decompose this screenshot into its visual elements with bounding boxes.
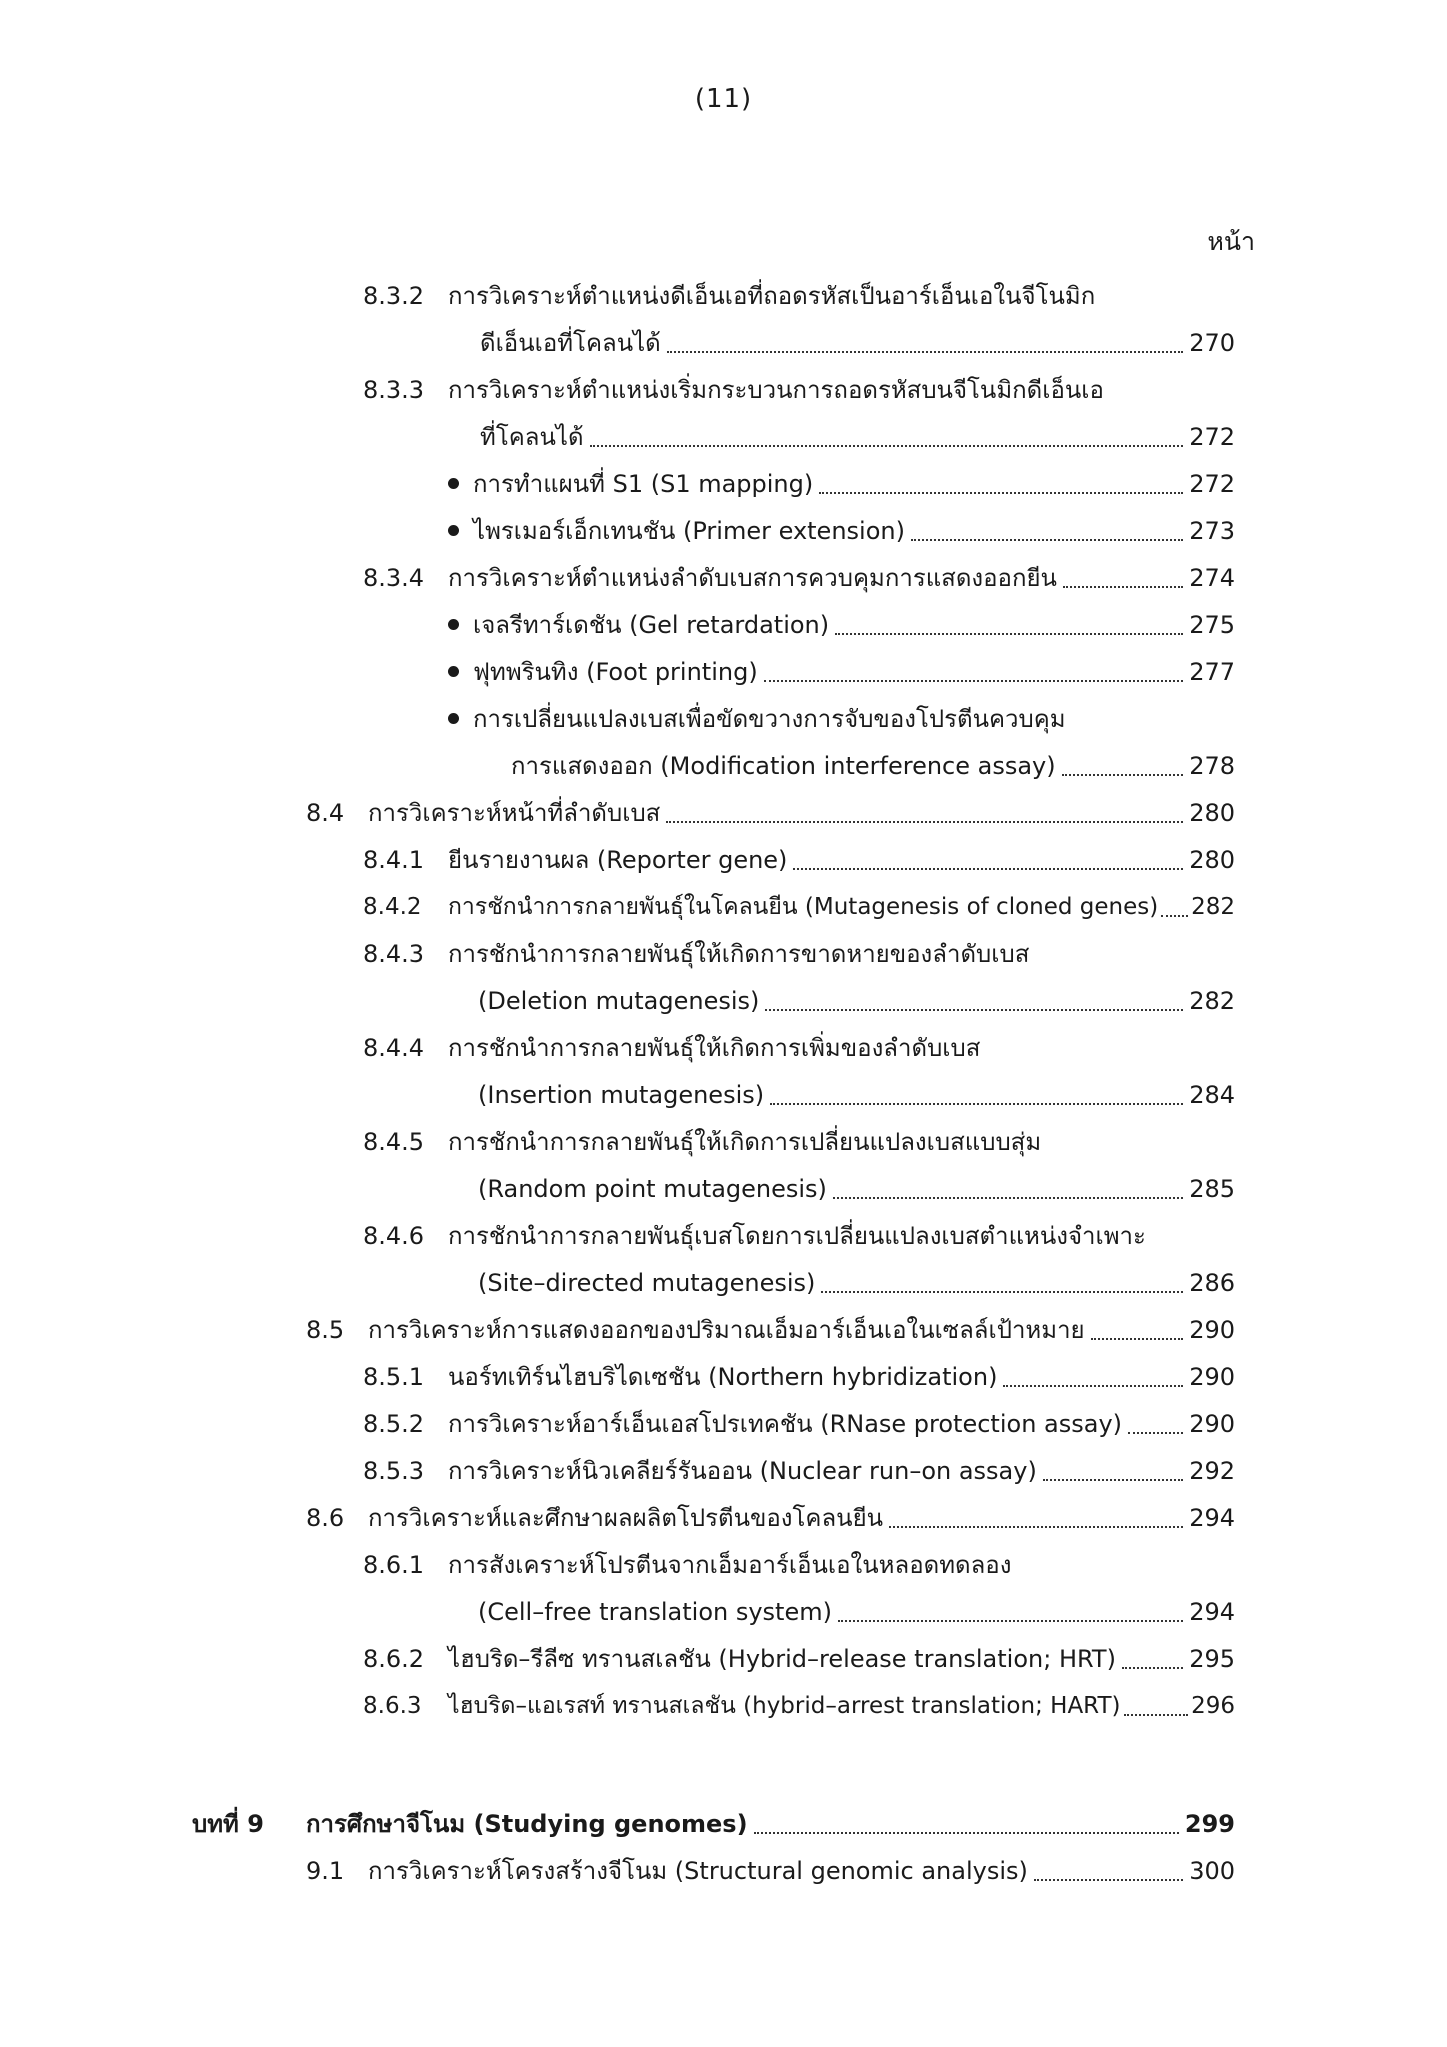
toc-entry-page: 285 — [1189, 1174, 1235, 1203]
dot-leader — [765, 1009, 1183, 1011]
toc-entry-page: 282 — [1191, 893, 1235, 920]
toc-entry-title: นอร์ทเทิร์นไฮบริไดเซชัน (Northern hybridization) — [448, 1363, 998, 1391]
dot-leader — [1122, 1667, 1183, 1669]
toc-entry-title: การวิเคราะห์อาร์เอ็นเอสโปรเทคชัน (RNase protection assay) — [448, 1410, 1123, 1438]
toc-entry-page: 280 — [1189, 845, 1235, 874]
toc-entry-title: ยีนรายงานผล (Reporter gene) — [448, 846, 788, 874]
toc-entry-title: ที่โคลนได้ — [480, 423, 584, 451]
toc-entry-8-6-2 — [363, 1635, 1235, 1682]
toc-entry-title: การแสดงออก (Modification interference assay) — [511, 752, 1056, 780]
toc-entry-8-6-1 — [363, 1541, 1235, 1588]
toc-bullet-entry — [448, 507, 1235, 554]
toc-entry-continuation — [511, 742, 1235, 789]
toc-bullet-entry — [448, 695, 1235, 742]
dot-leader — [1043, 1479, 1183, 1481]
dot-leader — [754, 1832, 1179, 1834]
dot-leader — [1063, 586, 1183, 588]
toc-entry-title: การชักนำการกลายพันธุ์ให้เกิดการขาดหายของลำดับเบส — [448, 940, 1030, 968]
dot-leader — [1091, 1338, 1184, 1340]
toc-chapter-page: 299 — [1184, 1809, 1235, 1838]
toc-entry-title: ไฮบริด–แอเรสท์ ทรานสเลชัน (hybrid–arrest translation; HART) — [448, 1692, 1121, 1719]
toc-entry-title: ไพรเมอร์เอ็กเทนชัน (Primer extension) — [473, 517, 905, 545]
toc-entry-number: 8.6.2 — [363, 1644, 425, 1673]
toc-entry-continuation — [478, 1071, 1235, 1118]
toc-entry-page: 274 — [1189, 563, 1235, 592]
toc-entry-page: 284 — [1189, 1080, 1235, 1109]
toc-entry-title: ฟุทพรินทิง (Foot printing) — [473, 658, 758, 686]
dot-leader — [1161, 915, 1188, 917]
toc-entry-title: การวิเคราะห์ตำแหน่งเริ่มกระบวนการถอดรหัสบนจีโนมิกดีเอ็นเอ — [448, 376, 1104, 404]
toc-entry-number: 8.5.1 — [363, 1362, 425, 1391]
toc-entry-page: 278 — [1189, 751, 1235, 780]
toc-entry-title: การวิเคราะห์การแสดงออกของปริมาณเอ็มอาร์เอ็นเอในเซลล์เป้าหมาย — [368, 1316, 1085, 1344]
toc-entry-title: (Site–directed mutagenesis) — [478, 1268, 816, 1297]
toc-entry-number: 8.6.3 — [363, 1692, 422, 1719]
bullet-icon — [448, 713, 459, 724]
toc-entry-number: 8.5.2 — [363, 1409, 425, 1438]
toc-bullet-entry — [448, 601, 1235, 648]
toc-entry-8-4-1 — [363, 836, 1235, 883]
toc-entry-8-5-2 — [363, 1400, 1235, 1447]
toc-entry-number: 8.4.6 — [363, 1221, 425, 1250]
bullet-icon — [448, 478, 459, 489]
toc-entry-8-4-3 — [363, 930, 1235, 977]
dot-leader — [819, 492, 1183, 494]
toc-entry-title: การวิเคราะห์หน้าที่ลำดับเบส — [368, 799, 661, 827]
toc-entry-page: 296 — [1191, 1692, 1235, 1719]
toc-entry-continuation — [478, 1259, 1235, 1306]
bullet-icon — [448, 525, 459, 536]
toc-entry-8-5 — [306, 1306, 1235, 1353]
toc-entry-8-5-3 — [363, 1447, 1235, 1494]
toc-entry-title: การเปลี่ยนแปลงเบสเพื่อขัดขวางการจับของโปรตีนควบคุม — [473, 705, 1066, 733]
toc-entry-title: (Deletion mutagenesis) — [478, 986, 760, 1015]
toc-bullet-entry — [448, 648, 1235, 695]
toc-entry-8-3-4 — [363, 554, 1235, 601]
dot-leader — [764, 680, 1184, 682]
toc-entry-title: (Cell–free translation system) — [478, 1597, 832, 1626]
dot-leader — [1003, 1385, 1183, 1387]
toc-entry-title: การทำแผนที่ S1 (S1 mapping) — [473, 470, 814, 498]
toc-entry-page: 277 — [1189, 657, 1235, 686]
toc-entry-page: 290 — [1189, 1315, 1235, 1344]
toc-entry-page: 294 — [1189, 1597, 1235, 1626]
toc-entry-title: การสังเคราะห์โปรตีนจากเอ็มอาร์เอ็นเอในหลอดทดลอง — [448, 1551, 1012, 1579]
toc-entry-page: 292 — [1189, 1456, 1235, 1485]
toc-entry-8-4-5 — [363, 1118, 1235, 1165]
toc-entry-number: 8.4.1 — [363, 845, 425, 874]
toc-entry-title: เจลรีทาร์เดชัน (Gel retardation) — [473, 611, 830, 639]
toc-entry-continuation — [480, 413, 1235, 460]
dot-leader — [770, 1103, 1183, 1105]
dot-leader — [1128, 1432, 1183, 1434]
dot-leader — [793, 868, 1183, 870]
toc-entry-number: 8.4.4 — [363, 1033, 425, 1062]
dot-leader — [833, 1197, 1183, 1199]
toc-entry-page: 300 — [1189, 1856, 1235, 1885]
toc-entry-number: 8.6.1 — [363, 1550, 425, 1579]
toc-entry-page: 290 — [1189, 1409, 1235, 1438]
toc-entry-number: 8.4.2 — [363, 893, 422, 920]
toc-entry-page: 295 — [1189, 1644, 1235, 1673]
toc-entry-8-4 — [306, 789, 1235, 836]
toc-entry-title: (Insertion mutagenesis) — [478, 1080, 765, 1109]
toc-entry-title: การชักนำการกลายพันธุ์ให้เกิดการเพิ่มของลำดับเบส — [448, 1034, 981, 1062]
dot-leader — [667, 351, 1183, 353]
toc-chapter-9 — [192, 1800, 1235, 1847]
toc-entry-8-4-6 — [363, 1212, 1235, 1259]
toc-entry-title: การวิเคราะห์และศึกษาผลผลิตโปรตีนของโคลนยีน — [368, 1504, 884, 1532]
dot-leader — [911, 539, 1183, 541]
toc-entry-8-5-1 — [363, 1353, 1235, 1400]
toc-entry-page: 270 — [1189, 328, 1235, 357]
toc-entry-continuation — [478, 977, 1235, 1024]
toc-entry-page: 272 — [1189, 469, 1235, 498]
toc-entry-number: 9.1 — [306, 1856, 345, 1885]
toc-chapter-title: การศึกษาจีโนม (Studying genomes) — [306, 1810, 748, 1838]
toc-entry-page: 286 — [1189, 1268, 1235, 1297]
toc-entry-8-4-2 — [363, 883, 1235, 930]
toc-entry-title: การชักนำการกลายพันธุ์ให้เกิดการเปลี่ยนแปลงเบสแบบสุ่ม — [448, 1128, 1042, 1156]
toc-entry-title: ไฮบริด–รีลีซ ทรานสเลชัน (Hybrid–release translation; HRT) — [448, 1645, 1116, 1673]
toc-entry-page: 272 — [1189, 422, 1235, 451]
bullet-icon — [448, 619, 459, 630]
toc-entry-number: 8.4 — [306, 798, 345, 827]
toc-entry-title: การวิเคราะห์ตำแหน่งลำดับเบสการควบคุมการแสดงออกยีน — [448, 564, 1057, 592]
dot-leader — [821, 1291, 1183, 1293]
toc-entry-9-1 — [306, 1847, 1235, 1894]
toc-entry-continuation — [478, 1588, 1235, 1635]
toc-entry-title: (Random point mutagenesis) — [478, 1174, 827, 1203]
toc-entry-page: 294 — [1189, 1503, 1235, 1532]
toc-entry-page: 290 — [1189, 1362, 1235, 1391]
dot-leader — [1062, 774, 1184, 776]
page-number: (11) — [694, 84, 753, 114]
toc-entry-title: การวิเคราะห์นิวเคลียร์รันออน (Nuclear run–on assay) — [448, 1457, 1037, 1485]
toc-entry-number: 8.3.4 — [363, 563, 425, 592]
toc-entry-page: 280 — [1189, 798, 1235, 827]
toc-entry-title: ดีเอ็นเอที่โคลนได้ — [480, 329, 661, 357]
toc-entry-page: 282 — [1189, 986, 1235, 1015]
toc-entry-title: การชักนำการกลายพันธุ์เบสโดยการเปลี่ยนแปลงเบสตำแหน่งจำเพาะ — [448, 1222, 1146, 1250]
toc-entry-8-3-2 — [363, 272, 1198, 319]
toc-chapter-number: บทที่ 9 — [192, 1810, 264, 1838]
toc-entry-continuation — [480, 319, 1235, 366]
dot-leader — [1034, 1879, 1183, 1881]
dot-leader — [838, 1620, 1183, 1622]
toc-entry-number: 8.5.3 — [363, 1456, 425, 1485]
toc-entry-number: 8.3.3 — [363, 375, 425, 404]
toc-entry-title: การวิเคราะห์ตำแหน่งดีเอ็นเอที่ถอดรหัสเป็นอาร์เอ็นเอในจีโนมิก — [448, 282, 1096, 310]
toc-bullet-entry — [448, 460, 1235, 507]
toc-entry-title: การชักนำการกลายพันธุ์ในโคลนยีน (Mutagenesis of cloned genes) — [448, 893, 1159, 920]
toc-entry-number: 8.5 — [306, 1315, 345, 1344]
toc-entry-8-6-3 — [363, 1682, 1235, 1729]
dot-leader — [666, 821, 1183, 823]
bullet-icon — [448, 666, 459, 677]
toc-entry-number: 8.3.2 — [363, 281, 425, 310]
toc-entry-8-4-4 — [363, 1024, 1235, 1071]
dot-leader — [835, 633, 1183, 635]
page-column-header: หน้า — [1207, 227, 1255, 256]
toc-entry-title: การวิเคราะห์โครงสร้างจีโนม (Structural genomic analysis) — [368, 1857, 1028, 1885]
dot-leader — [1124, 1714, 1189, 1716]
toc-entry-number: 8.6 — [306, 1503, 345, 1532]
dot-leader — [889, 1526, 1183, 1528]
toc-entry-page: 275 — [1189, 610, 1235, 639]
toc-entry-number: 8.4.3 — [363, 939, 425, 968]
toc-entry-continuation — [478, 1165, 1235, 1212]
toc-entry-number: 8.4.5 — [363, 1127, 425, 1156]
toc-entry-8-6 — [306, 1494, 1235, 1541]
dot-leader — [590, 445, 1184, 447]
toc-entry-page: 273 — [1189, 516, 1235, 545]
toc-entry-8-3-3 — [363, 366, 1203, 413]
